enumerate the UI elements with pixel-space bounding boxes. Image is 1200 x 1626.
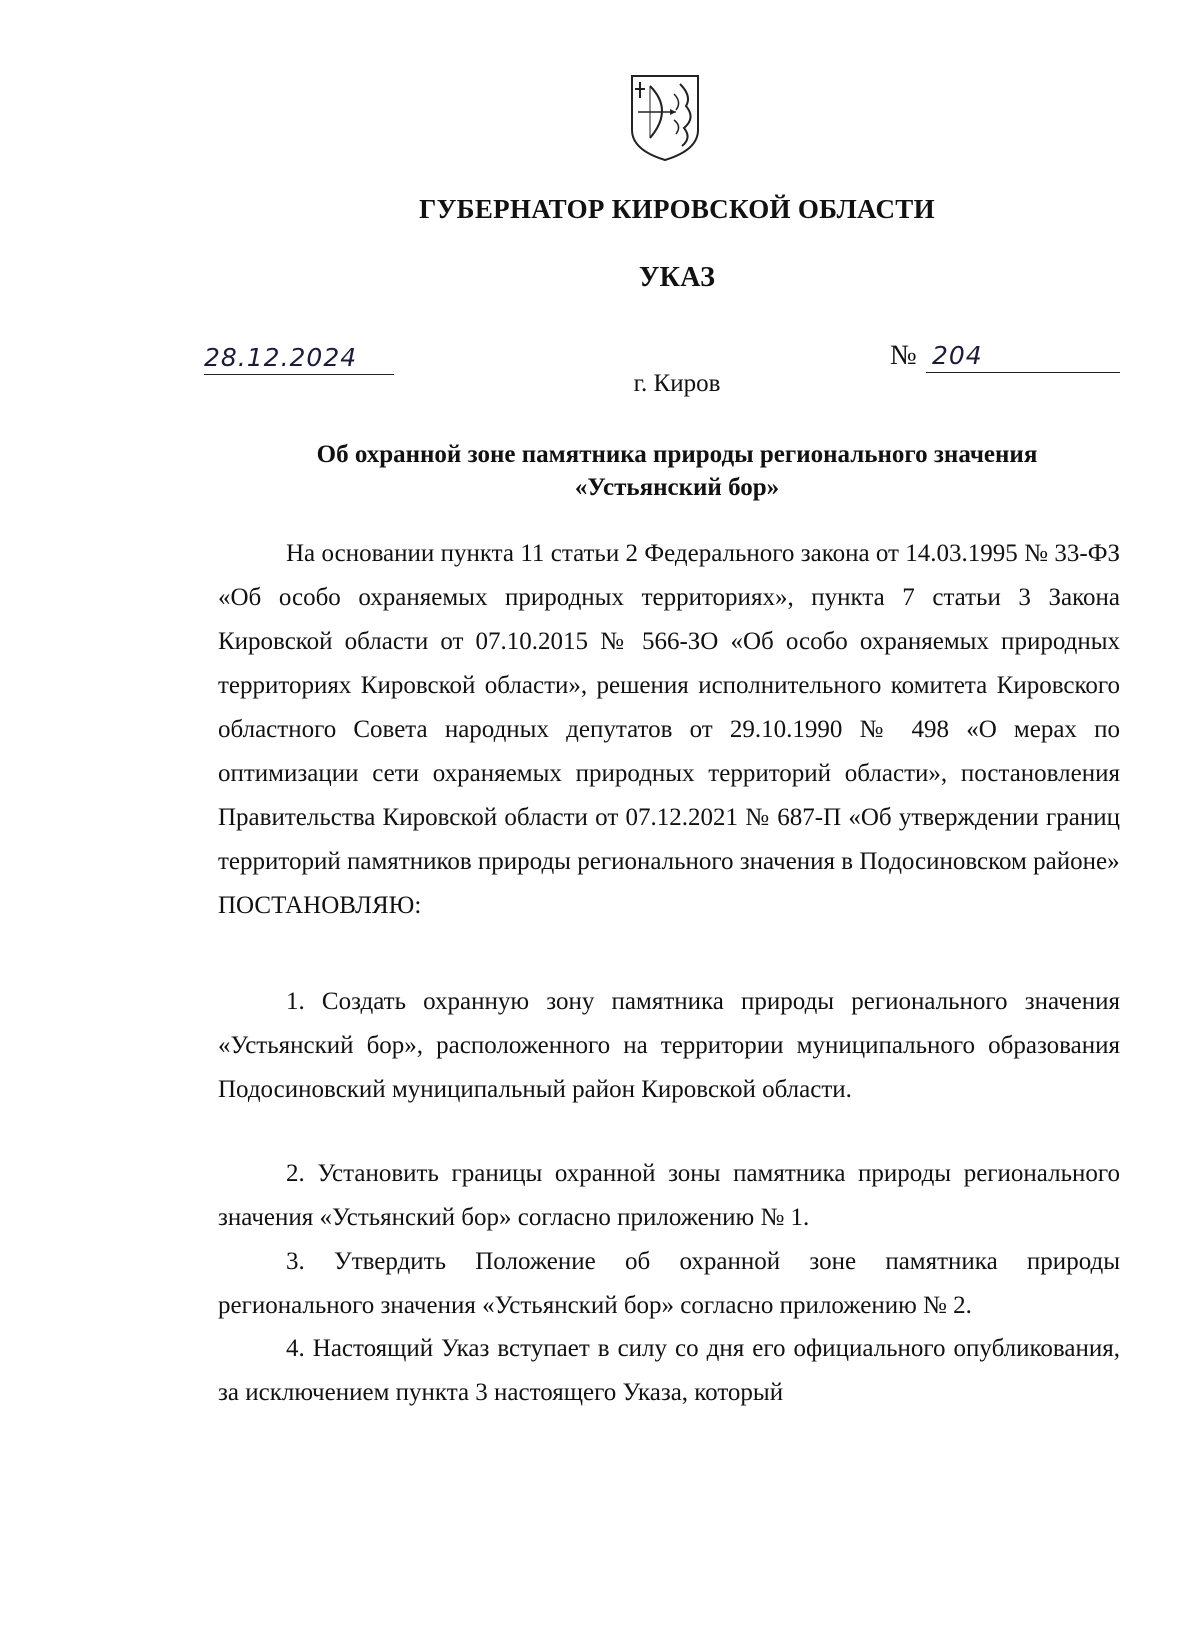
coat-of-arms-icon — [626, 72, 704, 162]
issuer-heading: ГУБЕРНАТОР КИРОВСКОЙ ОБЛАСТИ — [419, 194, 935, 224]
item-2-paragraph: 2. Установить границы охранной зоны памятника природы регионального значения «Устьянский бор» согласно приложению № 1. — [218, 1160, 1120, 1231]
item-3-paragraph: 3. Утвердить Положение об охранной зоне памятника природы регионального значения «Устьянский бор» согласно приложению № 2. — [218, 1248, 1120, 1319]
item-1-paragraph: 1. Создать охранную зону памятника природы регионального значения «Устьянский бор», расположенного на территории муниципального образования Подосиновский муниципальный район Кировской области. — [218, 988, 1120, 1103]
item-4-paragraph: 4. Настоящий Указ вступает в силу со дня его официального опубликования, за исключением пункта 3 настоящего Указа, который — [218, 1335, 1120, 1406]
decree-word: ПОСТАНОВЛЯЮ: — [218, 892, 422, 919]
city-label: г. Киров — [633, 370, 721, 397]
title-line-2: «Устьянский бор» — [574, 474, 780, 501]
title-line-1: Об охранной зоне памятника природы регионального значения — [316, 441, 1038, 468]
handwritten-date: 28.12.2024 — [204, 343, 358, 372]
handwritten-number: 204 — [932, 341, 983, 370]
document-type-heading: УКАЗ — [638, 262, 716, 293]
preamble-paragraph — [218, 532, 1120, 928]
preamble-text: На основании пункта 11 статьи 2 Федерального закона от 14.03.1995 № 33-ФЗ «Об особо охраняемых природных территориях», пункта 7 статьи 3 Закона Кировской области от 07.10.2015 № 566-ЗО «Об особо охраняемых природных территориях Кировской области», решения исполнительного комитета Кировского областного Совета народных депутатов от 29.10.1990 № 498 «О мерах по оптимизации сети охраняемых природных территорий области», постановления Правительства Кировской области от 07.12.2021 № 687-П «Об утверждении границ территорий памятников природы регионального значения в Подосиновском районе» — [218, 540, 1120, 875]
number-sign: № — [890, 340, 917, 371]
number-underline — [926, 338, 1120, 373]
document-title — [256, 438, 1098, 504]
number-field — [890, 338, 1120, 374]
